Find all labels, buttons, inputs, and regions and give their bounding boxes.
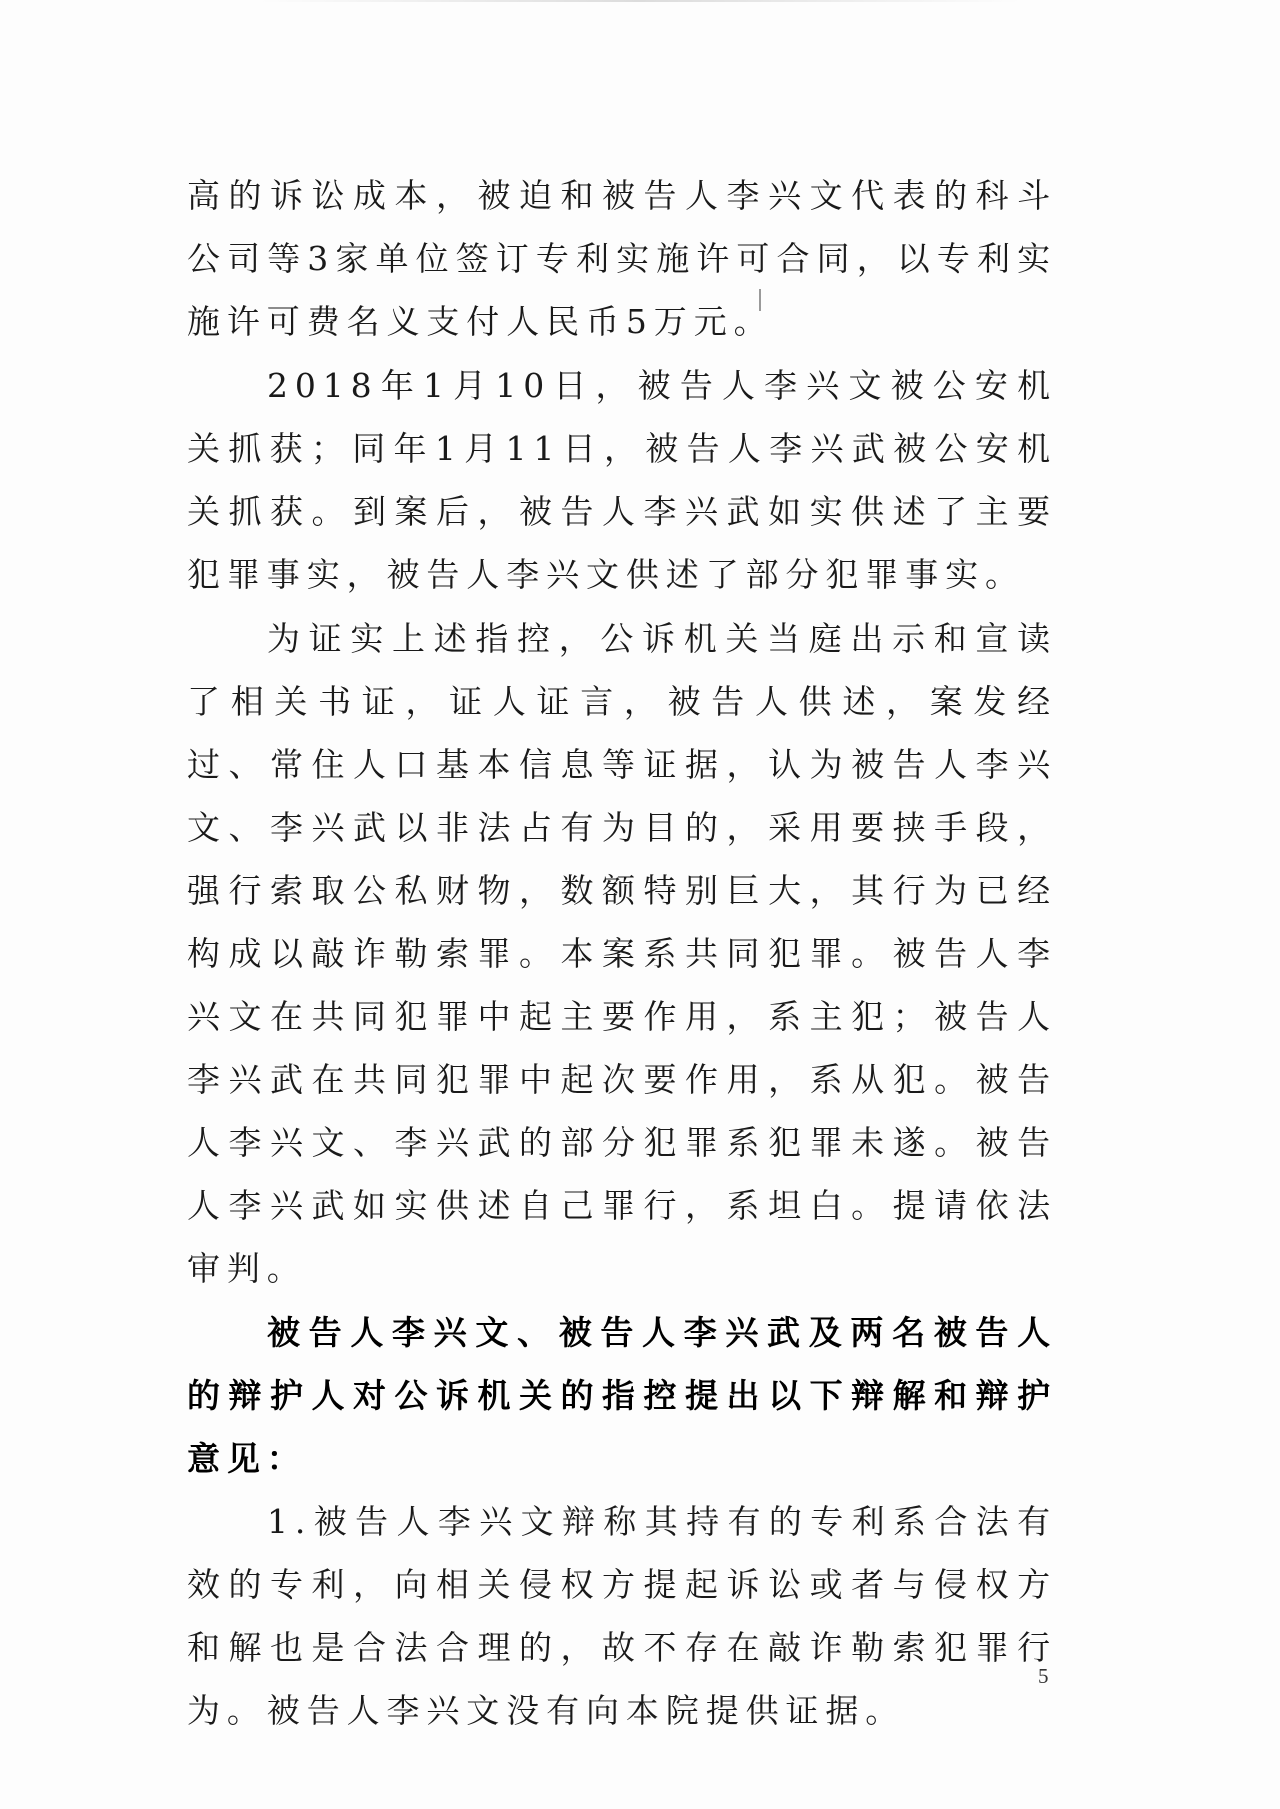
paragraph-1-continuation: 高的诉讼成本，被迫和被告人李兴文代表的科斗公司等3家单位签订专利实施许可合同，以专利实施许可费名义支付人民币5万元。 (187, 176, 1057, 341)
document-body (187, 164, 1057, 1742)
paragraph-4-defense-heading: 被告人李兴文、被告人李兴武及两名被告人的辩护人对公诉机关的指控提出以下辩解和辩护意见： (187, 1313, 1057, 1478)
page-number: 5 (1038, 1664, 1049, 1688)
paragraph-5-defense-point-1: 1.被告人李兴文辩称其持有的专利系合法有效的专利，向相关侵权方提起诉讼或者与侵权方和解也是合法合理的，故不存在敲诈勒索犯罪行为。被告人李兴文没有向本院提供证据。 (187, 1502, 1057, 1730)
paragraph-2-arrest: 2018年1月10日，被告人李兴文被公安机关抓获；同年1月11日，被告人李兴武被公安机关抓获。到案后，被告人李兴武如实供述了主要犯罪事实，被告人李兴文供述了部分犯罪事实。 (187, 366, 1057, 594)
scan-edge-line (260, 0, 1020, 2)
paragraph-3-prosecution: 为证实上述指控，公诉机关当庭出示和宣读了相关书证，证人证言，被告人供述，案发经过、常住人口基本信息等证据，认为被告人李兴文、李兴武以非法占有为目的，采用要挟手段，强行索取公私财物，数额特别巨大，其行为已经构成以敲诈勒索罪。本案系共同犯罪。被告人李兴文在共同犯罪中起主要作用，系主犯；被告人李兴武在共同犯罪中起次要作用，系从犯。被告人李兴文、李兴武的部分犯罪系犯罪未遂。被告人李兴武如实供述自己罪行，系坦白。提请依法审判。 (187, 619, 1057, 1288)
